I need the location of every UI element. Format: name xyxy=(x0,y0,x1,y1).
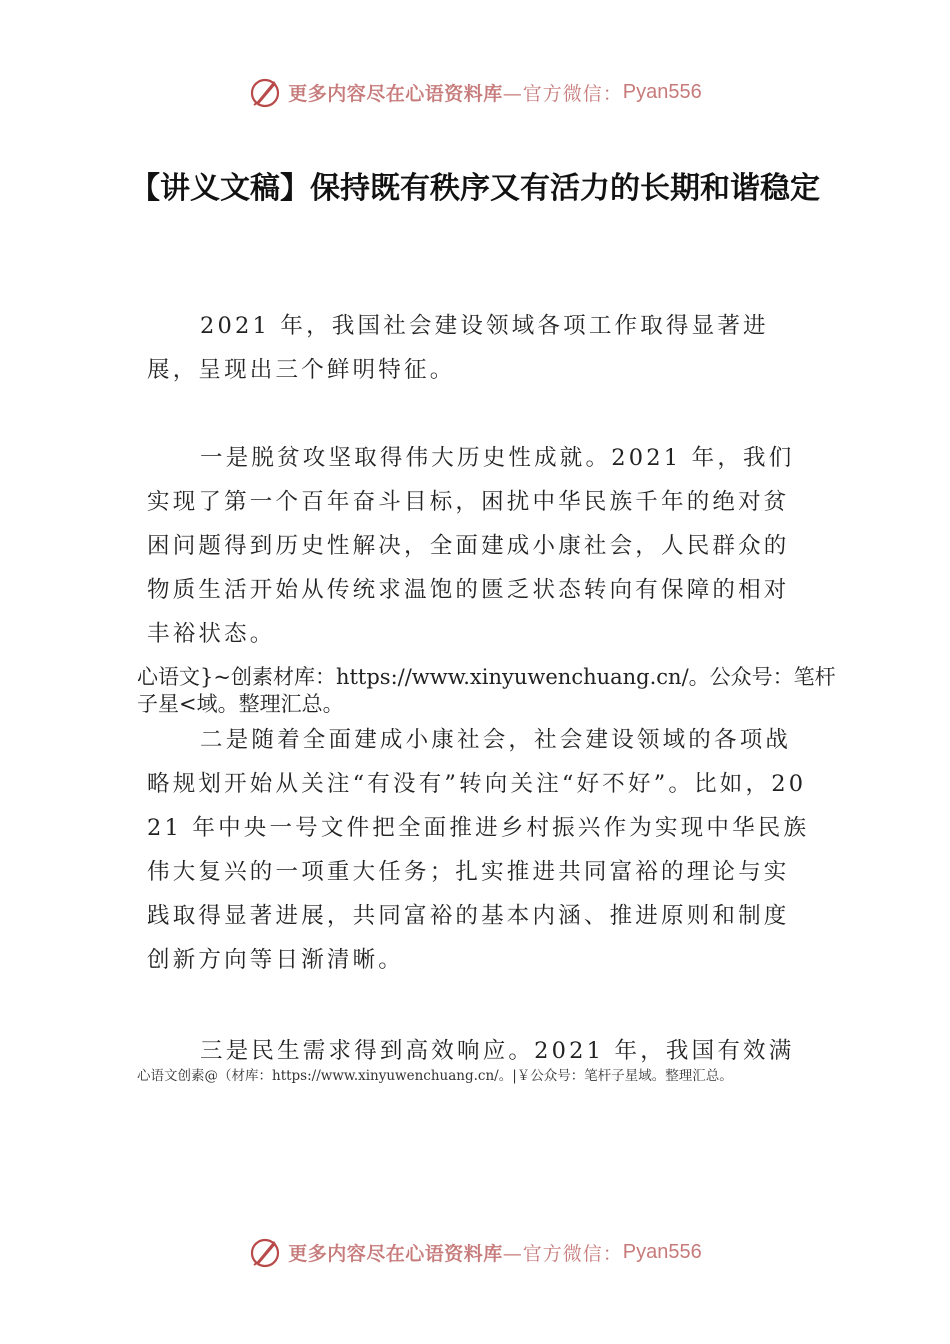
paragraph-intro: 2021 年，我国社会建设领域各项工作取得显著进展，呈现出三个鲜明特征。 xyxy=(147,313,769,383)
banner-wechat-label: —官方微信： xyxy=(502,1242,623,1265)
quill-logo-icon xyxy=(248,75,282,109)
banner-main-text: 更多内容尽在心语资料库 xyxy=(288,1242,503,1265)
watermark-inline: 心语文}~创素材库：https://www.xinyuwenchuang.cn/。公众号：笔杆子星<域。整理汇总。 xyxy=(137,665,836,716)
watermark-footer-note: 心语文创素@（材库：https://www.xinyuwenchuang.cn/。|￥公众号：笔杆子星域。整理汇总。 xyxy=(137,1068,733,1084)
paragraph-third-feature: 三是民生需求得到高效响应。2021 年，我国有效满 xyxy=(200,1038,795,1064)
document-title: 【讲义文稿】保持既有秩序又有活力的长期和谐稳定 xyxy=(130,171,820,206)
paragraph-first-feature: 一是脱贫攻坚取得伟大历史性成就。2021 年，我们实现了第一个百年奋斗目标，困扰中华民族千年的绝对贫困问题得到历史性解决，全面建成小康社会，人民群众的物质生活开始从传统求温饱的匮乏状态转向有保障的相对丰裕状态。 xyxy=(147,445,795,647)
quill-logo-icon xyxy=(248,1235,282,1269)
footer-banner xyxy=(0,1232,950,1272)
banner-wechat-id: Pyan556 xyxy=(622,80,702,103)
banner-main-text: 更多内容尽在心语资料库 xyxy=(288,82,503,105)
banner-wechat-label: —官方微信： xyxy=(502,82,623,105)
paragraph-second-feature: 二是随着全面建成小康社会，社会建设领域的各项战略规划开始从关注“有没有”转向关注“好不好”。比如，2021 年中央一号文件把全面推进乡村振兴作为实现中华民族伟大复兴的一项重大任务；扎实推进共同富裕的理论与实践取得显著进展，共同富裕的基本内涵、推进原则和制度创新方向等日渐清晰。 xyxy=(147,727,810,973)
banner-wechat-id: Pyan556 xyxy=(622,1240,702,1263)
header-banner xyxy=(0,72,950,112)
